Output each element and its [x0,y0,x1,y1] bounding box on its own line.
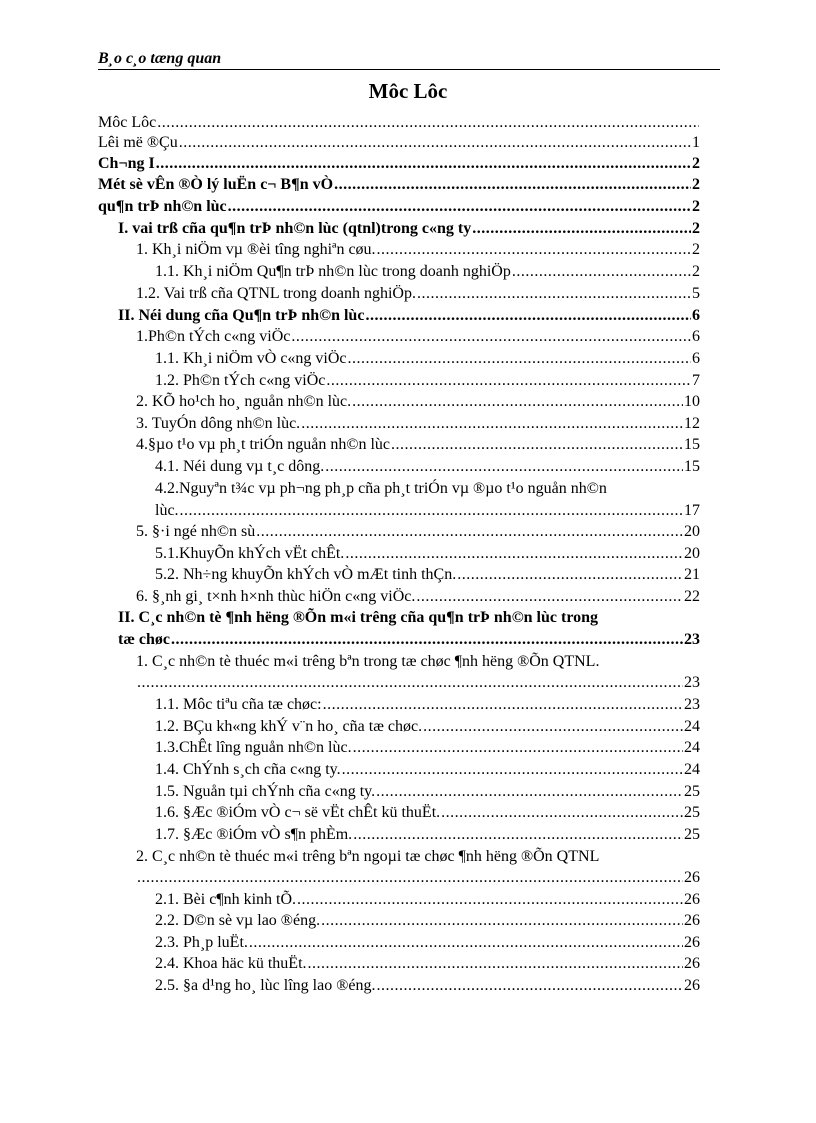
toc-entry [98,154,700,174]
toc-leader-dots [441,803,683,823]
toc-leader-dots [376,782,683,802]
toc-entry-text: Ch¬ng I [98,155,155,172]
toc-page-number: 5 [692,285,700,302]
toc-leader-dots [325,457,683,477]
toc-entry-text: 3. TuyÓn dông nh©n lùc. [136,415,301,432]
toc-entry [136,414,700,434]
toc-entry-text: 4.2.Nguyªn t¾c vµ ph¬ng ph¸p cña ph¸t triÓn vµ ®µo t¹o nguån nh©n [155,480,607,497]
toc-entry [155,371,700,391]
toc-entry [155,457,700,477]
toc-leader-dots [365,306,691,326]
toc-leader-dots [377,240,691,260]
toc-page-number: 15 [684,458,700,475]
toc-leader-dots [326,371,691,391]
toc-entry-text: 2.2. D©n sè vµ lao ®éng. [155,912,321,929]
toc-entry-text: 2.3. Ph¸p luËt. [155,934,248,951]
toc-page-number: 26 [684,977,700,994]
toc-entry [155,349,700,369]
toc-entry-text: II. Néi dung cña Qu¶n trÞ nh©n lùc [118,307,365,324]
toc-entry [136,240,700,260]
toc-entry-text: 1.1. Môc tiªu cña tæ chøc: [155,696,322,713]
toc-entry-text: 2.1. Bèi c¶nh kinh tÕ. [155,891,297,908]
toc-page-number: 23 [684,696,700,713]
toc-entry-text: 5.2. Nh÷ng khuyÕn khÝch vÒ mÆt tinh thÇn. [155,566,457,583]
toc-entry-text: 1.Ph©n tÝch c«ng viÖc [136,328,291,345]
toc-entry [136,587,700,607]
toc-page-number: 24 [684,718,700,735]
toc-entry [155,933,700,953]
toc-entry-text: 1.3.ChÊt lîng nguån nh©n lùc. [155,739,352,756]
toc-leader-dots [180,501,683,521]
toc-entry-text: 1.1. Kh¸i niÖm Qu¶n trÞ nh©n lùc trong doanh nghiÖp [155,263,511,280]
toc-entry-text: 1.2. BÇu kh«ng khÝ v¨n ho¸ cña tæ chøc. [155,718,423,735]
toc-page-number: 21 [684,566,700,583]
toc-leader-dots [423,717,683,737]
toc-leader-dots [472,219,691,239]
toc-entry [155,262,700,282]
toc-entry-text: Lêi më ®Çu [98,134,178,151]
toc-entry [136,652,708,672]
toc-entry-text: 5.1.KhuyÕn khÝch vËt chÊt. [155,545,345,562]
toc-leader-dots [417,284,691,304]
toc-leader-dots [391,435,683,455]
toc-title: Môc Lôc [368,79,448,103]
toc-page-number: 24 [684,739,700,756]
toc-leader-dots [353,738,683,758]
toc-leader-dots [321,911,683,931]
toc-entry-text: 1.6. §Æc ®iÓm vÒ c¬ së vËt chÊt kü thuËt. [155,804,441,821]
toc-leader-dots [342,760,683,780]
toc-entry-text: qu¶n trÞ nh©n lùc [98,198,227,215]
toc-entry [118,608,708,628]
toc-leader-dots [171,630,683,650]
toc-entry-text: 2.5. §a d¹ng ho¸ lùc lîng lao ®éng. [155,977,376,994]
toc-page-number: 6 [692,307,700,324]
toc-entry [155,760,700,780]
toc-entry-text: 1. Kh¸i niÖm vµ ®èi tîng nghiªn cøu. [136,241,376,258]
toc-entry-text: Mét sè vÊn ®Ò lý luËn c¬ B¶n vÒ [98,176,334,193]
toc-leader-dots [179,133,691,153]
toc-leader-dots [157,113,699,133]
toc-entry-text: 5. §·i ngé nh©n sù [136,523,256,540]
toc-page-number: 1 [692,134,700,151]
toc-entry [118,219,700,239]
toc-entry [155,738,700,758]
toc-entry-text: 2. C¸c nh©n tè thuéc m«i trêng bªn ngoµi tæ chøc ¶nh hëng ®Õn QTNL [136,848,600,865]
toc-entry-text: 1. C¸c nh©n tè thuéc m«i trêng bªn trong tæ chøc ¶nh hëng ®Õn QTNL. [136,653,600,670]
toc-entry [155,501,700,521]
toc-leader-dots [297,890,683,910]
toc-page-number: 2 [692,220,700,237]
toc-entry [155,803,700,823]
toc-leader-dots [249,933,683,953]
toc-page-number: 26 [684,934,700,951]
toc-entry [136,435,700,455]
toc-entry-text: 2.4. Khoa häc kü thuËt. [155,955,307,972]
toc-page-number: 2 [692,241,700,258]
toc-entry [118,630,700,650]
toc-entry-text: tæ chøc [118,631,170,648]
toc-page-number: 24 [684,761,700,778]
toc-entry [98,175,700,195]
toc-leader-dots [376,976,683,996]
toc-entry-text: 1.2. Vai trß cña QTNL trong doanh nghiÖp. [136,285,416,302]
toc-leader-dots [137,673,683,693]
toc-page-number: 6 [692,350,700,367]
toc-entry [98,133,700,153]
toc-entry [155,782,700,802]
toc-page-number: 26 [684,869,700,886]
toc-leader-dots [345,544,683,564]
toc-leader-dots [156,154,691,174]
toc-entry [136,673,700,693]
toc-entry [136,868,700,888]
toc-entry-text: Môc Lôc [98,114,157,131]
toc-leader-dots [301,414,683,434]
toc-entry [155,565,700,585]
toc-leader-dots [416,587,683,607]
document-header: B¸o c¸o tæng quan [98,50,720,70]
toc-page-number: 2 [692,155,700,172]
toc-entry-text: 1.4. ChÝnh s¸ch cña c«ng ty. [155,761,341,778]
toc-page-number: 26 [684,912,700,929]
toc-leader-dots [334,175,691,195]
toc-entry [155,825,700,845]
toc-leader-dots [348,349,691,369]
toc-entry [155,911,700,931]
toc-entry-text: I. vai trß cña qu¶n trÞ nh©n lùc (qtnl)trong c«ng ty [118,220,472,237]
toc-entry-text: 1.7. §Æc ®iÓm vÒ s¶n phÈm. [155,826,353,843]
toc-page-number: 20 [684,523,700,540]
toc-entry [118,306,700,326]
toc-entry [136,847,708,867]
toc-leader-dots [353,825,683,845]
toc-entry [136,392,700,412]
toc-page-number: 17 [684,502,700,519]
toc-page-number: 10 [684,393,700,410]
toc-page-number: 20 [684,545,700,562]
toc-entry [136,327,700,347]
toc-entry-text: lùc. [155,502,179,519]
toc-leader-dots [352,392,683,412]
toc-leader-dots [512,262,691,282]
toc-page-number: 15 [684,436,700,453]
toc-page-number: 26 [684,955,700,972]
toc-entry [155,717,700,737]
toc-page-number: 25 [684,783,700,800]
toc-leader-dots [308,954,683,974]
toc-leader-dots [323,695,683,715]
toc-page-number: 2 [692,263,700,280]
toc-entry-text: 4.§µo t¹o vµ ph¸t triÓn nguån nh©n lùc [136,436,391,453]
toc-entry [155,890,700,910]
toc-entry-text: II. C¸c nh©n tè ¶nh hëng ®Õn m«i trêng cña qu¶n trÞ nh©n lùc trong [118,609,599,626]
toc-entry [155,479,706,499]
toc-page-number: 25 [684,826,700,843]
toc-page-number: 23 [684,674,700,691]
toc-entry [136,284,700,304]
toc-entry [136,522,700,542]
toc-entry-text: 2. KÕ ho¹ch ho¸ nguån nh©n lùc. [136,393,352,410]
toc-page-number: 6 [692,328,700,345]
toc-page-number: 2 [692,198,700,215]
toc-leader-dots [256,522,683,542]
toc-entry [98,197,700,217]
toc-entry [155,695,700,715]
toc-entry [98,113,700,133]
toc-entry-text: 1.5. Nguån tµi chÝnh cña c«ng ty. [155,783,376,800]
toc-leader-dots [291,327,691,347]
toc-page-number: 2 [692,176,700,193]
toc-page-number: 25 [684,804,700,821]
toc-page-number: 7 [692,372,700,389]
toc-page-number: 22 [684,588,700,605]
toc-leader-dots [137,868,683,888]
toc-entry [155,544,700,564]
toc-page-number: 12 [684,415,700,432]
toc-page-number: 26 [684,891,700,908]
toc-entry [155,976,700,996]
toc-entry [155,954,700,974]
toc-leader-dots [457,565,683,585]
toc-leader-dots [228,197,691,217]
toc-entry-text: 6. §¸nh gi¸ t×nh h×nh thùc hiÖn c«ng viÖc. [136,588,416,605]
toc-entry-text: 1.2. Ph©n tÝch c«ng viÖc [155,372,326,389]
toc-entry-text: 1.1. Kh¸i niÖm vÒ c«ng viÖc [155,350,347,367]
toc-entry-text: 4.1. Néi dung vµ t¸c dông. [155,458,325,475]
toc-page-number: 23 [684,631,700,648]
